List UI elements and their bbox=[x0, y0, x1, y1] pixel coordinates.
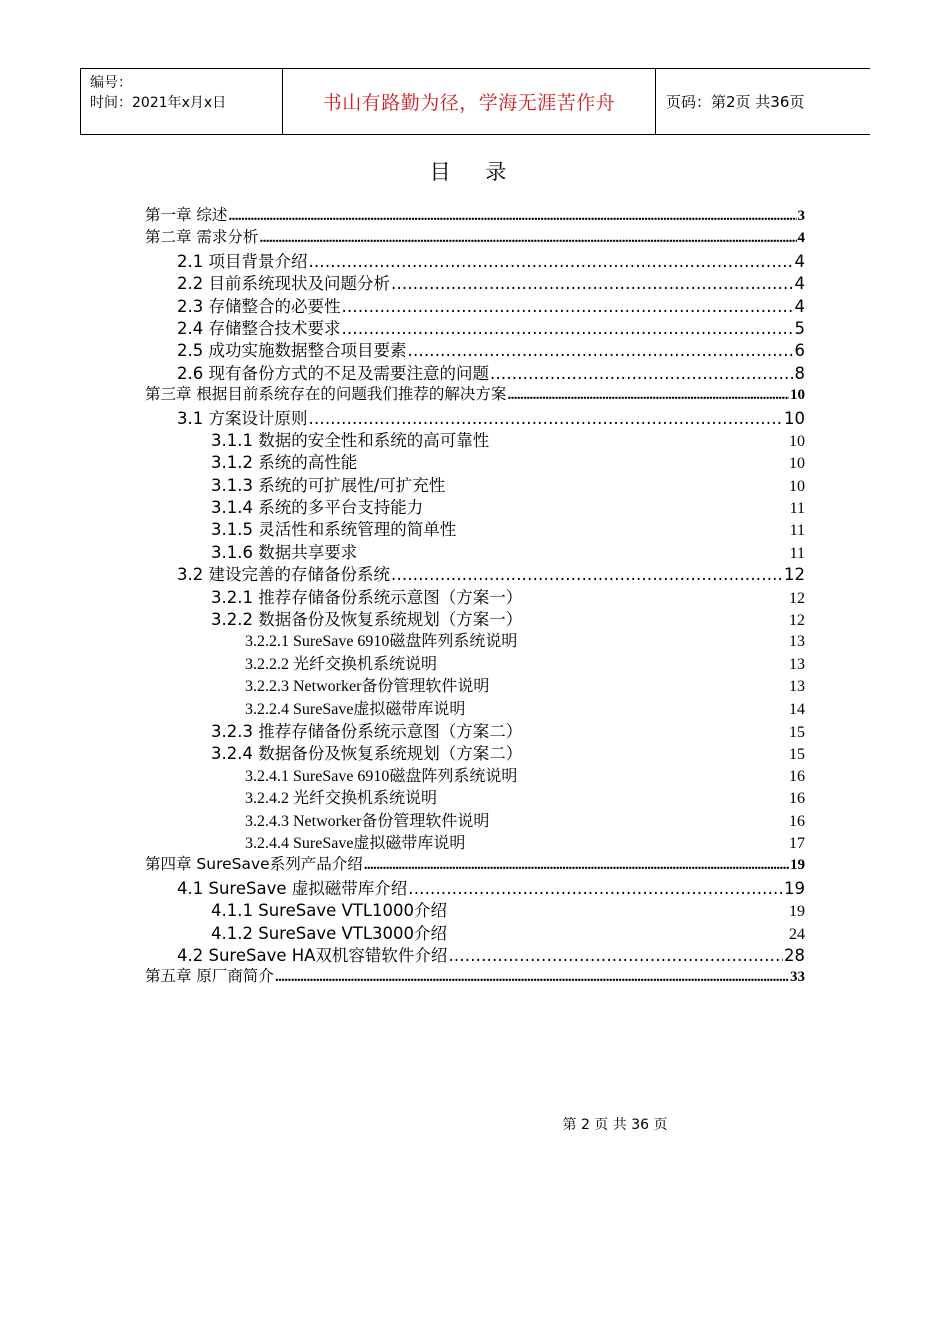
toc-dot-leader bbox=[448, 946, 783, 965]
header-meta bbox=[81, 69, 283, 134]
toc-entry-title: 3.2.4.3 Networker备份管理软件说明 bbox=[245, 812, 490, 830]
toc-entry-page: 16 bbox=[789, 790, 805, 808]
toc-entry-title: 2.5 成功实施数据整合项目要素 bbox=[177, 341, 407, 361]
toc-entry-title: 3.2.2.1 SureSave 6910磁盘阵列系统说明 bbox=[245, 633, 518, 651]
toc-entry[interactable] bbox=[145, 606, 805, 628]
toc-entry-title: 第三章 根据目前系统存在的问题我们推荐的解决方案 bbox=[145, 385, 507, 404]
toc-entry-title: 2.2 目前系统现状及问题分析 bbox=[177, 274, 390, 294]
toc-dot-leader bbox=[259, 230, 796, 247]
toc-entry-page: 4 bbox=[794, 274, 805, 294]
toc-entry-page: 19 bbox=[789, 903, 805, 921]
toc-entry-page: 16 bbox=[789, 767, 805, 785]
toc-entry[interactable] bbox=[145, 449, 805, 471]
toc-entry[interactable] bbox=[145, 584, 805, 606]
toc-entry-title: 4.1 SureSave 虚拟磁带库介绍 bbox=[177, 878, 408, 898]
toc-entry-page: 28 bbox=[784, 945, 805, 965]
toc-dot-leader bbox=[507, 387, 789, 404]
toc-entry-title: 2.1 项目背景介绍 bbox=[177, 251, 308, 271]
toc-dot-leader bbox=[275, 969, 789, 986]
toc-entry-page: 14 bbox=[789, 700, 805, 718]
toc-entry-page: 11 bbox=[789, 500, 805, 518]
toc-entry-page: 24 bbox=[789, 925, 805, 943]
toc-entry-page: 12 bbox=[784, 565, 805, 585]
toc-entry-page: 10 bbox=[784, 408, 805, 428]
toc-entry-page: 4 bbox=[794, 251, 805, 271]
toc-dot-leader bbox=[342, 297, 794, 316]
toc-entry[interactable] bbox=[145, 785, 805, 807]
toc-entry-title: 3.1.6 数据共享要求 bbox=[211, 542, 358, 562]
toc-entry-page: 17 bbox=[789, 834, 805, 852]
toc-dot-leader bbox=[490, 364, 794, 383]
serial-label: 编号： bbox=[90, 75, 132, 91]
toc-entry-title: 3.1.1 数据的安全性和系统的高可靠性 bbox=[211, 430, 490, 450]
toc-entry-title: 3.2.2.3 Networker备份管理软件说明 bbox=[245, 678, 490, 696]
toc-entry[interactable] bbox=[145, 203, 805, 225]
toc-entry[interactable] bbox=[145, 718, 805, 740]
toc-entry[interactable] bbox=[145, 293, 805, 315]
toc-entry[interactable] bbox=[145, 942, 805, 964]
toc-entry-title: 4.1.2 SureSave VTL3000介绍 bbox=[211, 923, 448, 943]
toc-entry[interactable] bbox=[145, 337, 805, 359]
toc-dot-leader bbox=[364, 857, 789, 874]
toc-entry-title: 3.2.4.4 SureSave虚拟磁带库说明 bbox=[245, 834, 466, 852]
toc-entry[interactable] bbox=[145, 225, 805, 247]
toc-entry-title: 3.2.4.2 光纤交换机系统说明 bbox=[245, 790, 438, 808]
toc-entry-page: 10 bbox=[789, 477, 805, 495]
table-of-contents bbox=[145, 203, 805, 987]
toc-dot-leader bbox=[309, 252, 794, 271]
toc-entry[interactable] bbox=[145, 382, 805, 404]
toc-entry-title: 第一章 综述 bbox=[145, 206, 228, 224]
toc-entry-title: 3.2.3 推荐存储备份系统示意图（方案二） bbox=[211, 721, 523, 741]
toc-entry-title: 3.1.5 灵活性和系统管理的简单性 bbox=[211, 520, 457, 540]
header-page-info: 页码：第2页 共36页 bbox=[666, 93, 805, 111]
toc-entry-page: 12 bbox=[789, 612, 805, 630]
toc-entry[interactable] bbox=[145, 427, 805, 449]
toc-entry-page: 4 bbox=[794, 296, 805, 316]
toc-entry-title: 第五章 原厂商简介 bbox=[145, 967, 274, 986]
toc-entry-title: 3.2.1 推荐存储备份系统示意图（方案一） bbox=[211, 587, 523, 607]
toc-dot-leader bbox=[342, 319, 794, 338]
toc-entry-page: 10 bbox=[790, 387, 805, 404]
toc-entry-title: 3.2.2.2 光纤交换机系统说明 bbox=[245, 655, 438, 673]
toc-entry[interactable] bbox=[145, 539, 805, 561]
toc-entry[interactable] bbox=[145, 673, 805, 695]
toc-entry[interactable] bbox=[145, 920, 805, 942]
toc-entry[interactable] bbox=[145, 472, 805, 494]
toc-entry-page: 15 bbox=[789, 723, 805, 741]
toc-entry[interactable] bbox=[145, 270, 805, 292]
toc-entry-page: 11 bbox=[789, 544, 805, 562]
toc-entry-title: 2.3 存储整合的必要性 bbox=[177, 296, 341, 316]
toc-entry-page: 13 bbox=[789, 633, 805, 651]
toc-entry-title: 2.4 存储整合技术要求 bbox=[177, 318, 341, 338]
toc-entry-page: 13 bbox=[789, 678, 805, 696]
toc-entry[interactable] bbox=[145, 561, 805, 583]
toc-entry-page: 33 bbox=[790, 969, 805, 986]
toc-entry-title: 4.1.1 SureSave VTL1000介绍 bbox=[211, 901, 448, 921]
toc-entry[interactable] bbox=[145, 875, 805, 897]
toc-dot-leader bbox=[408, 341, 794, 360]
toc-entry[interactable] bbox=[145, 897, 805, 919]
toc-entry[interactable] bbox=[145, 315, 805, 337]
header-motto: 书山有路勤为径，学海无涯苦作舟 bbox=[283, 69, 656, 134]
document-header bbox=[80, 68, 870, 135]
toc-entry-title: 第四章 SureSave系列产品介绍 bbox=[145, 855, 363, 874]
toc-entry-title: 3.1.3 系统的可扩展性/可扩充性 bbox=[211, 475, 446, 495]
toc-entry-title: 3.2.4 数据备份及恢复系统规划（方案二） bbox=[211, 744, 523, 764]
toc-entry-page: 10 bbox=[789, 455, 805, 473]
toc-entry-page: 3 bbox=[797, 208, 805, 224]
toc-dot-leader bbox=[391, 565, 783, 584]
toc-entry-page: 8 bbox=[794, 363, 805, 383]
date-text: 时间：2021年x月x日 bbox=[90, 95, 227, 111]
toc-entry[interactable] bbox=[145, 516, 805, 538]
toc-dot-leader bbox=[391, 274, 794, 293]
toc-entry-title: 2.6 现有备份方式的不足及需要注意的问题 bbox=[177, 363, 489, 383]
toc-entry-page: 16 bbox=[789, 812, 805, 830]
toc-dot-leader bbox=[408, 879, 783, 898]
toc-entry-title: 3.2 建设完善的存储备份系统 bbox=[177, 565, 390, 585]
toc-entry[interactable] bbox=[145, 696, 805, 718]
toc-entry-page: 10 bbox=[789, 432, 805, 450]
toc-entry[interactable] bbox=[145, 360, 805, 382]
toc-entry-page: 13 bbox=[789, 655, 805, 673]
toc-entry-page: 5 bbox=[794, 318, 805, 338]
toc-entry[interactable] bbox=[145, 248, 805, 270]
toc-entry[interactable] bbox=[145, 494, 805, 516]
toc-entry-page: 19 bbox=[784, 878, 805, 898]
toc-dot-leader bbox=[309, 409, 784, 428]
toc-entry-title: 3.1 方案设计原则 bbox=[177, 408, 308, 428]
toc-entry-page: 19 bbox=[790, 857, 805, 874]
toc-entry-page: 15 bbox=[789, 746, 805, 764]
toc-entry-page: 6 bbox=[794, 341, 805, 361]
page-footer: 第 2 页 共 36 页 bbox=[562, 1117, 668, 1133]
toc-entry[interactable] bbox=[145, 763, 805, 785]
toc-entry[interactable] bbox=[145, 830, 805, 852]
toc-entry[interactable] bbox=[145, 964, 805, 986]
toc-entry-title: 3.2.2 数据备份及恢复系统规划（方案一） bbox=[211, 610, 523, 630]
toc-entry[interactable] bbox=[145, 740, 805, 762]
toc-entry-page: 4 bbox=[797, 230, 805, 247]
toc-title: 目 录 bbox=[429, 160, 521, 184]
toc-dot-leader bbox=[228, 208, 796, 225]
toc-entry-title: 3.2.4.1 SureSave 6910磁盘阵列系统说明 bbox=[245, 767, 518, 785]
toc-entry-page: 11 bbox=[789, 522, 805, 540]
toc-entry-title: 3.2.2.4 SureSave虚拟磁带库说明 bbox=[245, 700, 466, 718]
toc-entry-title: 3.1.2 系统的高性能 bbox=[211, 453, 358, 473]
toc-entry[interactable] bbox=[145, 808, 805, 830]
toc-entry-page: 12 bbox=[789, 589, 805, 607]
toc-entry[interactable] bbox=[145, 628, 805, 650]
toc-entry[interactable] bbox=[145, 405, 805, 427]
toc-entry-title: 4.2 SureSave HA双机容错软件介绍 bbox=[177, 945, 448, 965]
toc-entry-title: 3.1.4 系统的多平台支持能力 bbox=[211, 498, 424, 518]
toc-entry[interactable] bbox=[145, 651, 805, 673]
toc-entry-title: 第二章 需求分析 bbox=[145, 228, 259, 247]
toc-entry[interactable] bbox=[145, 852, 805, 874]
